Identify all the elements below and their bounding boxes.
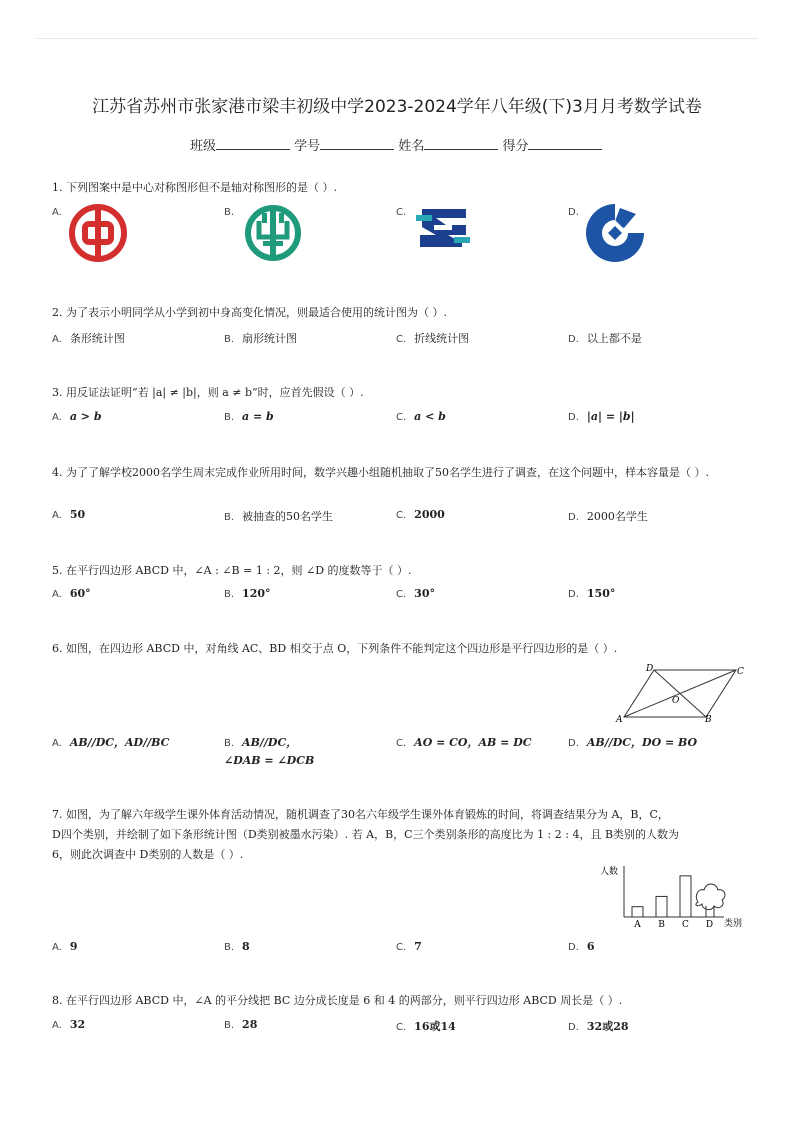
question-2-stem: 2. 为了表示小明同学从小学到初中身高变化情况，则最适合使用的统计图为（ ）.	[52, 306, 447, 319]
figure-label-o: O	[672, 696, 680, 706]
student-info-line	[190, 135, 602, 154]
q2-option-d[interactable]	[568, 330, 642, 346]
q4-option-a[interactable]	[52, 508, 85, 521]
q4-option-letter: B.	[224, 512, 235, 523]
q3-option-letter: A.	[52, 412, 62, 423]
q6-option-letter: A.	[52, 738, 62, 749]
info-class-label: 班级	[190, 139, 217, 154]
figure-label-b: B	[705, 715, 712, 725]
bank-of-china-logo-icon	[68, 203, 128, 263]
question-5-stem: 5. 在平行四边形 ABCD 中，∠A : ∠B = 1 : 2，则 ∠D 的度数等于（ ）.	[52, 564, 412, 577]
q6-option-text: AB//DC，	[242, 736, 298, 749]
q2-option-a[interactable]	[52, 330, 125, 346]
q3-option-text: a < b	[414, 410, 446, 423]
info-number-blank	[320, 137, 394, 150]
q3-option-c[interactable]	[396, 410, 446, 423]
x-tick-label-a: A	[634, 920, 641, 930]
q2-option-text: 扇形统计图	[242, 332, 298, 345]
q6-option-text: AO = CO，AB = DC	[414, 736, 532, 749]
question-8-stem: 8. 在平行四边形 ABCD 中，∠A 的平分线把 BC 边分成长度是 6 和 4 的两部分，则平行四边形 ABCD 周长是（ ）.	[52, 994, 623, 1007]
q5-option-text: 30°	[414, 587, 435, 600]
chart-y-label: 人数	[600, 867, 619, 877]
q7-option-c[interactable]	[396, 940, 422, 953]
q3-option-text: a = b	[242, 410, 274, 423]
question-3-stem: 3. 用反证法证明“若 |a| ≠ |b|，则 a ≠ b”时，应首先假设（ ）.	[52, 386, 364, 399]
q8-option-text: 28	[242, 1018, 258, 1031]
q8-option-c[interactable]	[396, 1018, 456, 1034]
q8-option-letter: B.	[224, 1020, 235, 1031]
header-divider	[36, 38, 758, 39]
q2-option-text: 折线统计图	[414, 332, 470, 345]
q7-option-a[interactable]	[52, 940, 78, 953]
q6-option-text: AB//DC，DO = BO	[586, 736, 698, 749]
q6-option-c[interactable]	[396, 734, 532, 750]
q8-option-letter: A.	[52, 1020, 62, 1031]
q6-option-d[interactable]	[568, 734, 697, 750]
q2-option-text: 以上都不是	[586, 332, 642, 345]
q2-option-letter: B.	[224, 334, 235, 345]
info-score-blank	[528, 137, 602, 150]
q7-option-b[interactable]	[224, 940, 250, 953]
question-6-stem: 6. 如图，在四边形 ABCD 中，对角线 AC、BD 相交于点 O，下列条件不能判定这个四边形是平行四边形的是（ ）.	[52, 642, 618, 655]
q5-option-text: 120°	[242, 587, 271, 600]
q4-option-text: 2000	[414, 508, 445, 521]
bar-a	[632, 907, 643, 917]
q7-option-text: 9	[69, 940, 78, 953]
q5-option-letter: B.	[224, 589, 235, 600]
info-name-blank	[424, 137, 498, 150]
q1-option-letter: D.	[568, 207, 579, 218]
construction-bank-logo-icon	[584, 202, 646, 264]
q5-option-letter: A.	[52, 589, 62, 600]
question-1-stem: 1. 下列图案中是中心对称图形但不是轴对称图形的是（ ）.	[52, 181, 337, 194]
q4-option-d[interactable]	[568, 508, 648, 524]
q2-option-text: 条形统计图	[69, 332, 125, 345]
question-7-stem-line1: 7. 如图，为了解六年级学生课外体育活动情况，随机调查了30名六年级学生课外体育锻炼的时间，将调查结果分为 A，B，C，	[52, 808, 669, 821]
q3-option-d[interactable]	[568, 410, 635, 423]
page-title: 江苏省苏州市张家港市梁丰初级中学2023-2024学年八年级(下)3月月考数学试卷	[92, 97, 702, 117]
q1-option-letter: A.	[52, 207, 62, 218]
question-4-stem: 4. 为了了解学校2000名学生周末完成作业所用时间，数学兴趣小组随机抽取了50名学生进行了调查，在这个问题中，样本容量是（ ）.	[52, 466, 709, 479]
q4-option-text: 被抽查的50名学生	[242, 510, 334, 523]
agricultural-bank-logo-icon	[243, 203, 303, 263]
q6-option-text-line2: ∠DAB = ∠DCB	[224, 754, 315, 767]
figure-label-d: D	[646, 664, 654, 674]
q2-option-letter: C.	[396, 334, 407, 345]
q2-option-c[interactable]	[396, 330, 469, 346]
chart-x-label: 类别	[724, 919, 743, 929]
bar-b	[656, 896, 667, 917]
q8-option-letter: D.	[568, 1022, 579, 1033]
q4-option-c[interactable]	[396, 508, 445, 521]
figure-label-a: A	[616, 715, 623, 725]
ink-stain-icon	[696, 884, 725, 917]
q7-option-letter: C.	[396, 942, 407, 953]
info-class-blank	[216, 137, 290, 150]
q8-option-b[interactable]	[224, 1018, 257, 1031]
q8-option-text: 32	[69, 1018, 86, 1031]
q5-option-text: 60°	[69, 587, 91, 600]
q6-option-letter: C.	[396, 738, 407, 749]
q7-option-letter: A.	[52, 942, 62, 953]
bar-chart	[596, 862, 746, 932]
question-7-stem-line2: D四个类别，并绘制了如下条形统计图（D类别被墨水污染）. 若 A，B，C三个类别条形的高度比为 1 : 2 : 4，且 B类别的人数为	[52, 828, 680, 841]
q5-option-d[interactable]	[568, 587, 615, 600]
q3-option-text: a > b	[69, 410, 102, 423]
q8-option-text: 16或14	[414, 1020, 456, 1033]
q6-option-letter: D.	[568, 738, 579, 749]
q4-option-text: 2000名学生	[586, 510, 648, 523]
q5-option-c[interactable]	[396, 587, 435, 600]
q7-option-letter: B.	[224, 942, 235, 953]
q4-option-letter: D.	[568, 512, 579, 523]
q1-option-letter: C.	[396, 207, 407, 218]
info-name-label: 姓名	[398, 139, 425, 154]
bar-c	[680, 876, 691, 917]
info-score-label: 得分	[502, 139, 529, 154]
q4-option-letter: C.	[396, 510, 407, 521]
q4-option-b[interactable]	[224, 508, 333, 524]
q5-option-b[interactable]	[224, 587, 271, 600]
q6-option-a[interactable]	[52, 734, 169, 750]
q2-option-letter: A.	[52, 334, 62, 345]
q7-option-letter: D.	[568, 942, 579, 953]
q6-option-b[interactable]	[224, 734, 314, 767]
q3-option-text: |a| = |b|	[586, 410, 635, 423]
q3-option-letter: C.	[396, 412, 407, 423]
q6-option-text: AB//DC，AD//BC	[69, 736, 170, 749]
q7-option-text: 7	[414, 940, 422, 953]
q8-option-letter: C.	[396, 1022, 407, 1033]
q3-option-b[interactable]	[224, 410, 274, 423]
q8-option-a[interactable]	[52, 1018, 85, 1031]
q5-option-letter: C.	[396, 589, 407, 600]
x-tick-label-c: C	[682, 920, 689, 930]
q7-option-d[interactable]	[568, 940, 595, 953]
q3-option-letter: B.	[224, 412, 235, 423]
q7-option-text: 8	[242, 940, 250, 953]
question-7-stem-line3: 6，则此次调查中 D类别的人数是（ ）.	[52, 848, 244, 861]
q8-option-d[interactable]	[568, 1018, 629, 1034]
q7-option-text: 6	[586, 940, 595, 953]
parallelogram-figure	[616, 662, 746, 724]
q5-option-text: 150°	[586, 587, 616, 600]
figure-label-c: C	[737, 667, 744, 677]
x-tick-label-b: B	[658, 920, 665, 930]
q8-option-text: 32或28	[586, 1020, 629, 1033]
q4-option-letter: A.	[52, 510, 62, 521]
q1-option-letter: B.	[224, 207, 235, 218]
q2-option-b[interactable]	[224, 330, 297, 346]
x-tick-label-d: D	[705, 920, 714, 930]
q4-option-text: 50	[69, 508, 86, 521]
q3-option-letter: D.	[568, 412, 579, 423]
q5-option-a[interactable]	[52, 587, 91, 600]
shanghai-bank-logo-icon	[412, 205, 474, 251]
q5-option-letter: D.	[568, 589, 579, 600]
q6-option-letter: B.	[224, 738, 235, 749]
info-number-label: 学号	[294, 139, 321, 154]
q3-option-a[interactable]	[52, 410, 102, 423]
q1-option-b[interactable]	[224, 205, 242, 218]
q2-option-letter: D.	[568, 334, 579, 345]
